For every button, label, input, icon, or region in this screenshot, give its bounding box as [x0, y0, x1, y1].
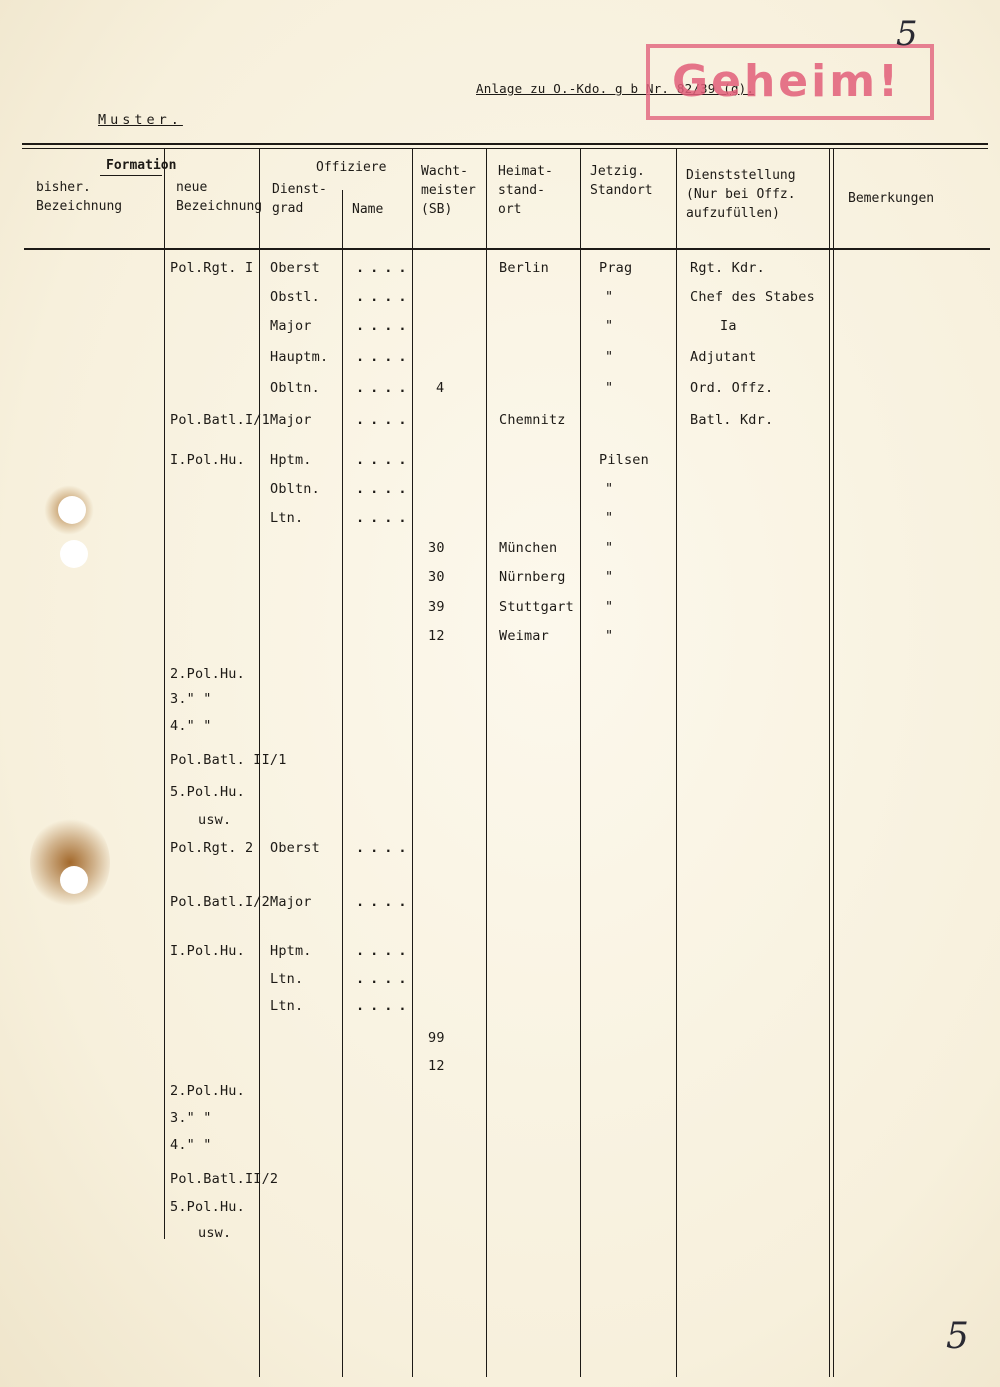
cell-neue: 3." "	[170, 1110, 212, 1126]
rule-top-double-2	[22, 148, 988, 149]
cell-neue: 5.Pol.Hu.	[170, 1199, 245, 1215]
cell-heimat: Chemnitz	[499, 412, 566, 428]
header-bisher-bezeichnung: bisher. Bezeichnung	[36, 180, 123, 214]
cell-neue: Pol.Batl.I/2	[170, 894, 270, 910]
cell-stellung: Chef des Stabes	[690, 289, 815, 305]
cell-grad: Hptm.	[270, 943, 312, 959]
col-rule-6	[580, 149, 581, 1377]
cell-wm: 30	[428, 540, 445, 556]
cell-name: ....	[356, 510, 413, 526]
punch-hole-1	[58, 496, 86, 524]
punch-hole-2	[60, 540, 88, 568]
cell-jetzig: "	[605, 540, 614, 556]
header-formation: Formation	[106, 158, 177, 173]
cell-name: ....	[356, 349, 413, 365]
cell-name: ....	[356, 380, 413, 396]
cell-grad: Hauptm.	[270, 349, 329, 365]
cell-name: ....	[356, 318, 413, 334]
col-rule-8b	[833, 149, 834, 1377]
cell-jetzig: "	[605, 349, 614, 365]
rule-header-bottom	[24, 248, 990, 250]
rule-formation-underline	[100, 175, 162, 176]
cell-name: ....	[356, 943, 413, 959]
col-rule-8a	[829, 149, 830, 1377]
cell-wm: 30	[428, 569, 445, 585]
cell-stellung: Batl. Kdr.	[690, 412, 774, 428]
header-dienststellung: Dienststellung (Nur bei Offz. aufzufüllen)	[686, 168, 796, 221]
header-dienstgrad: Dienst- grad	[272, 182, 327, 216]
geheim-stamp: Geheim!	[672, 56, 902, 107]
cell-neue: usw.	[198, 812, 232, 828]
cell-neue: 2.Pol.Hu.	[170, 666, 245, 682]
header-offiziere: Offiziere	[316, 160, 387, 175]
col-rule-1	[164, 149, 165, 1239]
cell-name: ....	[356, 260, 413, 276]
cell-grad: Major	[270, 318, 312, 334]
cell-jetzig: "	[605, 628, 614, 644]
cell-name: ....	[356, 452, 413, 468]
header-jetzig-standort: Jetzig. Standort	[590, 164, 653, 198]
cell-grad: Obltn.	[270, 380, 320, 396]
cell-jetzig: "	[605, 569, 614, 585]
muster-title: Muster.	[98, 112, 183, 128]
cell-jetzig: "	[605, 510, 614, 526]
cell-stellung: Adjutant	[690, 349, 757, 365]
cell-name: ....	[356, 412, 413, 428]
header-wachtmeister: Wacht- meister (SB)	[421, 164, 476, 217]
cell-jetzig: "	[605, 599, 614, 615]
col-rule-5	[486, 149, 487, 1377]
cell-stellung: Ord. Offz.	[690, 380, 774, 396]
cell-grad: Major	[270, 412, 312, 428]
cell-neue: Pol.Rgt. 2	[170, 840, 254, 856]
cell-neue: usw.	[198, 1225, 232, 1241]
cell-jetzig: "	[605, 380, 614, 396]
col-rule-7	[676, 149, 677, 1377]
page-number-bottom: 5	[946, 1316, 969, 1357]
cell-neue: 5.Pol.Hu.	[170, 784, 245, 800]
cell-grad: Hptm.	[270, 452, 312, 468]
cell-wm: 99	[428, 1030, 445, 1046]
cell-jetzig: Pilsen	[599, 452, 649, 468]
cell-grad: Ltn.	[270, 998, 304, 1014]
cell-grad: Obstl.	[270, 289, 320, 305]
cell-grad: Ltn.	[270, 510, 304, 526]
cell-heimat: Nürnberg	[499, 569, 566, 585]
rule-top-double-1	[22, 143, 988, 145]
cell-name: ....	[356, 289, 413, 305]
cell-neue: Pol.Batl.I/1	[170, 412, 270, 428]
page-number-top: 5	[896, 14, 918, 54]
header-bemerkungen: Bemerkungen	[848, 191, 935, 206]
cell-wm: 12	[428, 1058, 445, 1074]
cell-neue: 4." "	[170, 718, 212, 734]
anlage-reference: Anlage zu O.-Kdo. g b Nr. 82/39 (g).	[476, 81, 755, 96]
cell-name: ....	[356, 481, 413, 497]
cell-jetzig: "	[605, 481, 614, 497]
cell-name: ....	[356, 971, 413, 987]
cell-grad: Oberst	[270, 260, 320, 276]
cell-neue: 3." "	[170, 691, 212, 707]
cell-wm: 39	[428, 599, 445, 615]
cell-name: ....	[356, 840, 413, 856]
cell-heimat: Berlin	[499, 260, 549, 276]
cell-heimat: Stuttgart	[499, 599, 574, 615]
cell-jetzig: "	[605, 318, 614, 334]
cell-grad: Major	[270, 894, 312, 910]
cell-stellung: Ia	[720, 318, 737, 334]
header-name: Name	[352, 202, 384, 217]
burn-stain-bottom	[30, 815, 110, 910]
header-heimatstandort: Heimat- stand- ort	[498, 164, 553, 217]
cell-name: ....	[356, 894, 413, 910]
cell-grad: Oberst	[270, 840, 320, 856]
cell-neue: Pol.Batl. II/1	[170, 752, 287, 768]
col-rule-3	[342, 190, 343, 1377]
cell-jetzig: Prag	[599, 260, 633, 276]
cell-stellung: Rgt. Kdr.	[690, 260, 765, 276]
cell-wm: 4	[436, 380, 445, 396]
cell-neue: Pol.Batl.II/2	[170, 1171, 279, 1187]
cell-heimat: Weimar	[499, 628, 549, 644]
cell-neue: 4." "	[170, 1137, 212, 1153]
cell-name: ....	[356, 998, 413, 1014]
cell-wm: 12	[428, 628, 445, 644]
cell-heimat: München	[499, 540, 558, 556]
cell-neue: I.Pol.Hu.	[170, 452, 245, 468]
header-neue-bezeichnung: neue Bezeichnung	[176, 180, 263, 214]
cell-neue: 2.Pol.Hu.	[170, 1083, 245, 1099]
cell-grad: Obltn.	[270, 481, 320, 497]
punch-hole-3	[60, 866, 88, 894]
cell-neue: I.Pol.Hu.	[170, 943, 245, 959]
cell-grad: Ltn.	[270, 971, 304, 987]
cell-neue: Pol.Rgt. I	[170, 260, 254, 276]
cell-jetzig: "	[605, 289, 614, 305]
